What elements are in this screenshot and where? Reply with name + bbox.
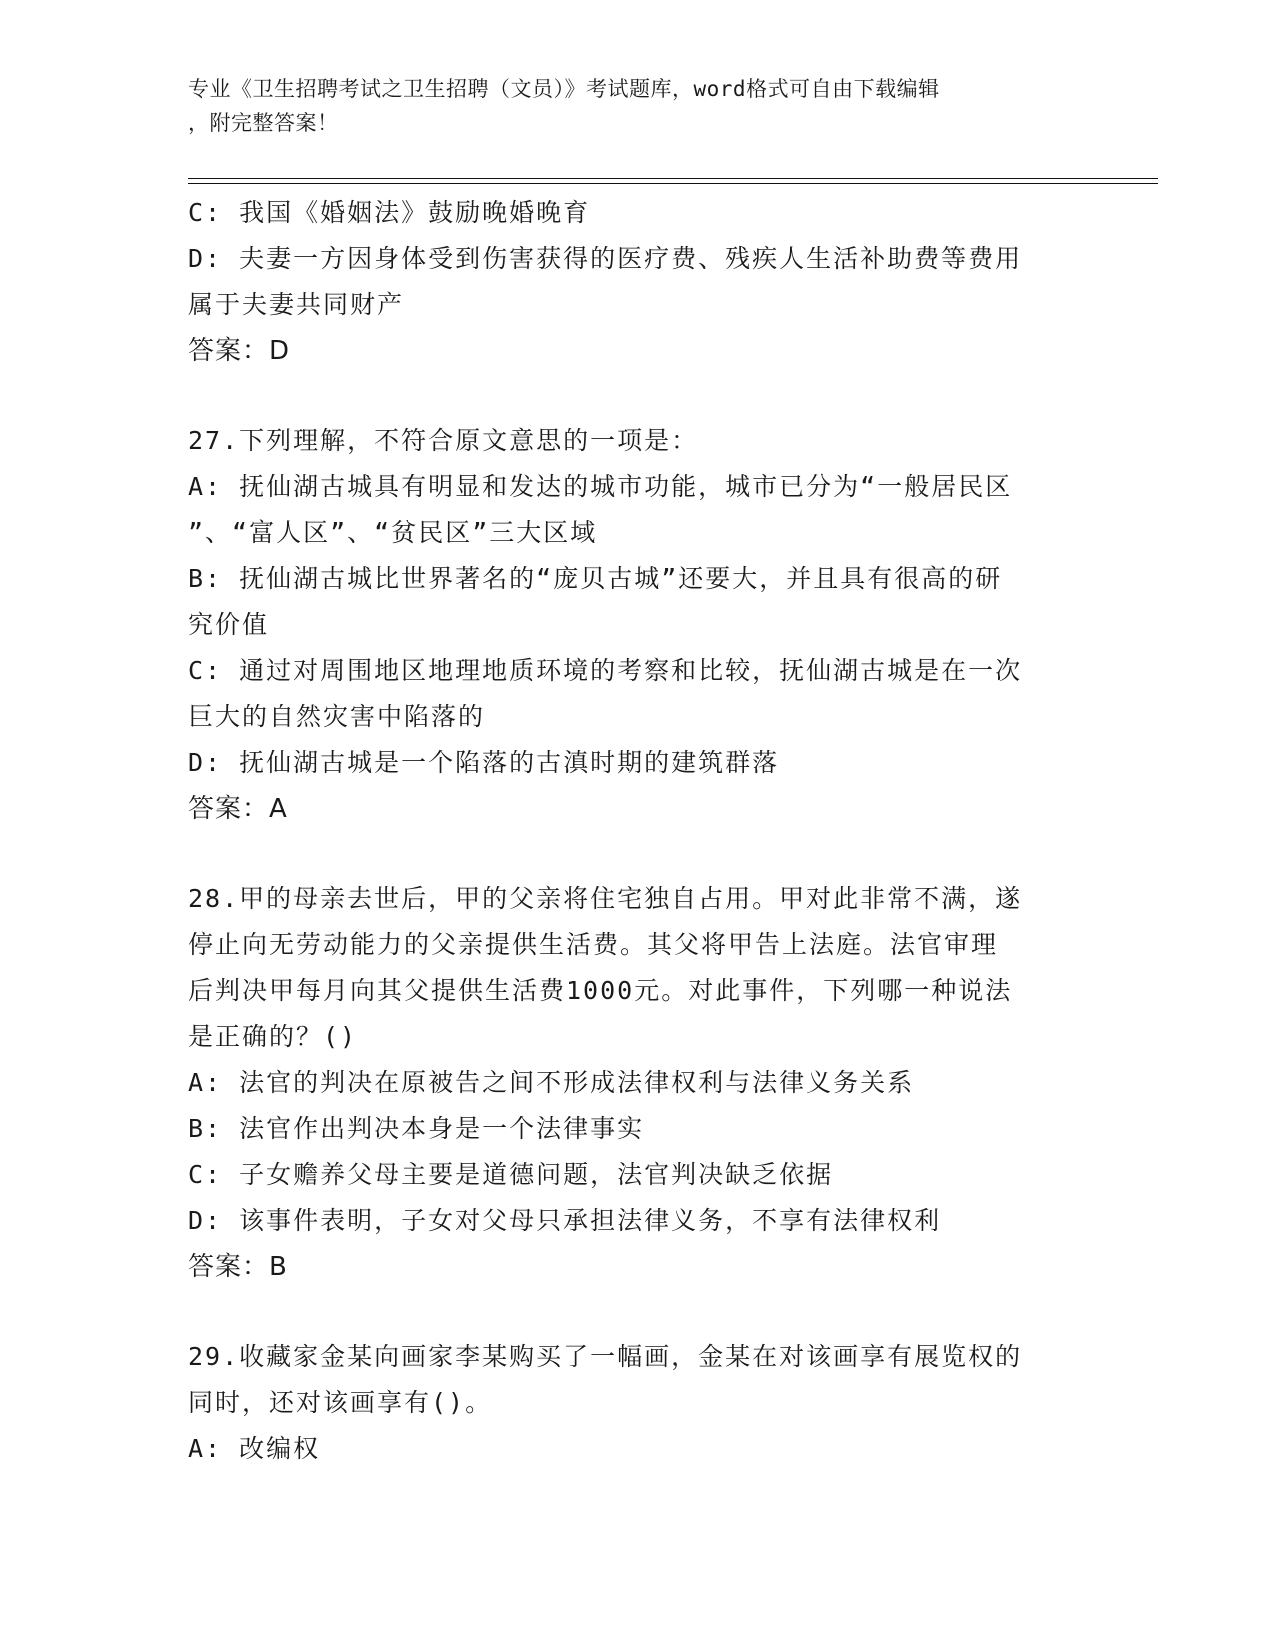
option-c: C: 子女赡养父母主要是道德问题，法官判决缺乏依据 [188,1160,834,1189]
question-26-tail [188,190,1088,374]
option-d: D: 抚仙湖古城是一个陷落的古滇时期的建筑群落 [188,748,780,777]
option-b: B: 法官作出判决本身是一个法律事实 [188,1114,645,1143]
answer: 答案：D [188,336,291,366]
question-stem-line-1: 28.甲的母亲去世后，甲的父亲将住宅独自占用。甲对此非常不满，遂 [188,884,1023,913]
question-stem-line-2: 停止向无劳动能力的父亲提供生活费。其父将甲告上法庭。法官审理 [188,930,999,959]
page-header [188,72,1088,140]
option-b-line-2: 究价值 [188,610,270,639]
option-d-line-1: D: 夫妻一方因身体受到伤害获得的医疗费、残疾人生活补助费等费用 [188,244,1023,273]
header-line-2: ，附完整答案！ [188,111,339,135]
option-d: D: 该事件表明，子女对父母只承担法律义务，不享有法律权利 [188,1206,942,1235]
question-27 [188,418,1088,832]
option-c-line-2: 巨大的自然灾害中陷落的 [188,702,486,731]
question-29 [188,1334,1088,1472]
option-b-line-1: B: 抚仙湖古城比世界著名的“庞贝古城”还要大，并且具有很高的研 [188,564,1003,593]
question-stem: 27.下列理解，不符合原文意思的一项是： [188,426,699,455]
question-stem-line-3: 后判决甲每月向其父提供生活费1000元。对此事件，下列哪一种说法 [188,976,1013,1005]
answer: 答案：B [188,1252,288,1282]
question-28 [188,876,1088,1290]
option-a-line-1: A: 抚仙湖古城具有明显和发达的城市功能，城市已分为“一般居民区 [188,472,1013,501]
question-stem-line-2: 同时，还对该画享有()。 [188,1388,493,1417]
option-c-line-1: C: 通过对周围地区地理地质环境的考察和比较，抚仙湖古城是在一次 [188,656,1023,685]
question-stem-line-4: 是正确的？() [188,1022,358,1051]
header-divider-top [188,178,1158,179]
question-stem-line-1: 29.收藏家金某向画家李某购买了一幅画，金某在对该画享有展览权的 [188,1342,1023,1371]
header-line-1: 专业《卫生招聘考试之卫生招聘（文员）》考试题库，word格式可自由下载编辑 [188,77,940,101]
option-a: A: 法官的判决在原被告之间不形成法律权利与法律义务关系 [188,1068,915,1097]
option-a-line-2: ”、“富人区”、“贫民区”三大区域 [188,518,598,547]
option-d-line-2: 属于夫妻共同财产 [188,290,405,319]
option-c: C: 我国《婚姻法》鼓励晚婚晚育 [188,198,591,227]
answer: 答案：A [188,794,288,824]
option-a: A: 改编权 [188,1434,321,1463]
header-divider-bottom [188,183,1158,184]
question-content [188,190,1088,1472]
